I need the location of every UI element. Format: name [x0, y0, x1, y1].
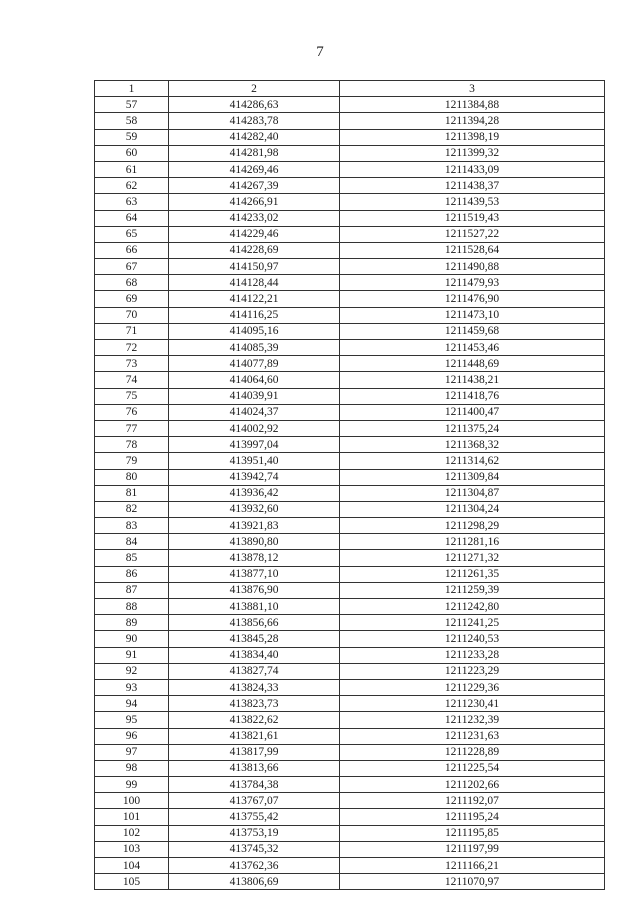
column-header-2: 2	[169, 81, 340, 97]
x-coordinate-cell: 413951,40	[169, 453, 340, 469]
table-row	[95, 469, 605, 485]
point-number-cell: 79	[95, 453, 169, 469]
table-row	[95, 534, 605, 550]
x-coordinate-cell: 414282,40	[169, 129, 340, 145]
y-coordinate-cell: 1211233,28	[340, 647, 605, 663]
y-coordinate-cell: 1211527,22	[340, 226, 605, 242]
table-row	[95, 841, 605, 857]
point-number-cell: 72	[95, 340, 169, 356]
point-number-cell: 93	[95, 679, 169, 695]
y-coordinate-cell: 1211241,25	[340, 615, 605, 631]
y-coordinate-cell: 1211261,35	[340, 566, 605, 582]
y-coordinate-cell: 1211479,93	[340, 275, 605, 291]
x-coordinate-cell: 413890,80	[169, 534, 340, 550]
x-coordinate-cell: 414077,89	[169, 356, 340, 372]
x-coordinate-cell: 413762,36	[169, 858, 340, 874]
y-coordinate-cell: 1211439,53	[340, 194, 605, 210]
point-number-cell: 76	[95, 404, 169, 420]
table-row	[95, 178, 605, 194]
table-body	[95, 97, 605, 890]
point-number-cell: 99	[95, 777, 169, 793]
y-coordinate-cell: 1211394,28	[340, 113, 605, 129]
point-number-cell: 59	[95, 129, 169, 145]
x-coordinate-cell: 413932,60	[169, 501, 340, 517]
x-coordinate-cell: 413824,33	[169, 679, 340, 695]
point-number-cell: 58	[95, 113, 169, 129]
y-coordinate-cell: 1211476,90	[340, 291, 605, 307]
table-row	[95, 356, 605, 372]
point-number-cell: 67	[95, 259, 169, 275]
y-coordinate-cell: 1211528,64	[340, 242, 605, 258]
point-number-cell: 88	[95, 599, 169, 615]
x-coordinate-cell: 414002,92	[169, 420, 340, 436]
x-coordinate-cell: 414128,44	[169, 275, 340, 291]
x-coordinate-cell: 413997,04	[169, 437, 340, 453]
y-coordinate-cell: 1211304,24	[340, 501, 605, 517]
table-row	[95, 631, 605, 647]
point-number-cell: 77	[95, 420, 169, 436]
x-coordinate-cell: 413834,40	[169, 647, 340, 663]
x-coordinate-cell: 414281,98	[169, 145, 340, 161]
y-coordinate-cell: 1211384,88	[340, 97, 605, 113]
point-number-cell: 89	[95, 615, 169, 631]
x-coordinate-cell: 414150,97	[169, 259, 340, 275]
table-row	[95, 744, 605, 760]
x-coordinate-cell: 413823,73	[169, 696, 340, 712]
x-coordinate-cell: 413817,99	[169, 744, 340, 760]
table-row	[95, 275, 605, 291]
x-coordinate-cell: 414229,46	[169, 226, 340, 242]
x-coordinate-cell: 414233,02	[169, 210, 340, 226]
x-coordinate-cell: 413806,69	[169, 874, 340, 890]
point-number-cell: 95	[95, 712, 169, 728]
table-row	[95, 307, 605, 323]
table-row	[95, 210, 605, 226]
table-row	[95, 663, 605, 679]
y-coordinate-cell: 1211240,53	[340, 631, 605, 647]
table-row	[95, 518, 605, 534]
point-number-cell: 101	[95, 809, 169, 825]
point-number-cell: 81	[95, 485, 169, 501]
table-row	[95, 858, 605, 874]
x-coordinate-cell: 413821,61	[169, 728, 340, 744]
point-number-cell: 96	[95, 728, 169, 744]
y-coordinate-cell: 1211448,69	[340, 356, 605, 372]
x-coordinate-cell: 413921,83	[169, 518, 340, 534]
point-number-cell: 65	[95, 226, 169, 242]
table-row	[95, 728, 605, 744]
point-number-cell: 82	[95, 501, 169, 517]
table-row	[95, 372, 605, 388]
column-header-1: 1	[95, 81, 169, 97]
x-coordinate-cell: 414085,39	[169, 340, 340, 356]
x-coordinate-cell: 413845,28	[169, 631, 340, 647]
x-coordinate-cell: 413876,90	[169, 582, 340, 598]
table-row	[95, 566, 605, 582]
y-coordinate-cell: 1211314,62	[340, 453, 605, 469]
table-row	[95, 259, 605, 275]
table-row	[95, 647, 605, 663]
point-number-cell: 75	[95, 388, 169, 404]
table-row	[95, 437, 605, 453]
table-row	[95, 712, 605, 728]
x-coordinate-cell: 413813,66	[169, 760, 340, 776]
y-coordinate-cell: 1211519,43	[340, 210, 605, 226]
table-row	[95, 696, 605, 712]
y-coordinate-cell: 1211309,84	[340, 469, 605, 485]
point-number-cell: 91	[95, 647, 169, 663]
y-coordinate-cell: 1211399,32	[340, 145, 605, 161]
y-coordinate-cell: 1211438,21	[340, 372, 605, 388]
y-coordinate-cell: 1211230,41	[340, 696, 605, 712]
y-coordinate-cell: 1211197,99	[340, 841, 605, 857]
y-coordinate-cell: 1211433,09	[340, 161, 605, 177]
x-coordinate-cell: 413856,66	[169, 615, 340, 631]
x-coordinate-cell: 413881,10	[169, 599, 340, 615]
point-number-cell: 66	[95, 242, 169, 258]
table-row	[95, 113, 605, 129]
point-number-cell: 68	[95, 275, 169, 291]
x-coordinate-cell: 414122,21	[169, 291, 340, 307]
point-number-cell: 69	[95, 291, 169, 307]
y-coordinate-cell: 1211490,88	[340, 259, 605, 275]
point-number-cell: 98	[95, 760, 169, 776]
y-coordinate-cell: 1211232,39	[340, 712, 605, 728]
table-row	[95, 809, 605, 825]
table-row	[95, 145, 605, 161]
x-coordinate-cell: 414116,25	[169, 307, 340, 323]
table-row	[95, 226, 605, 242]
point-number-cell: 61	[95, 161, 169, 177]
y-coordinate-cell: 1211398,19	[340, 129, 605, 145]
y-coordinate-cell: 1211368,32	[340, 437, 605, 453]
point-number-cell: 103	[95, 841, 169, 857]
point-number-cell: 85	[95, 550, 169, 566]
point-number-cell: 94	[95, 696, 169, 712]
y-coordinate-cell: 1211281,16	[340, 534, 605, 550]
y-coordinate-cell: 1211271,32	[340, 550, 605, 566]
table-row	[95, 161, 605, 177]
y-coordinate-cell: 1211195,24	[340, 809, 605, 825]
x-coordinate-cell: 414228,69	[169, 242, 340, 258]
y-coordinate-cell: 1211229,36	[340, 679, 605, 695]
table-row	[95, 793, 605, 809]
y-coordinate-cell: 1211459,68	[340, 323, 605, 339]
point-number-cell: 60	[95, 145, 169, 161]
point-number-cell: 80	[95, 469, 169, 485]
x-coordinate-cell: 414039,91	[169, 388, 340, 404]
table-row	[95, 615, 605, 631]
point-number-cell: 63	[95, 194, 169, 210]
x-coordinate-cell: 413784,38	[169, 777, 340, 793]
table-row	[95, 777, 605, 793]
y-coordinate-cell: 1211453,46	[340, 340, 605, 356]
x-coordinate-cell: 414024,37	[169, 404, 340, 420]
x-coordinate-cell: 414095,16	[169, 323, 340, 339]
y-coordinate-cell: 1211202,66	[340, 777, 605, 793]
x-coordinate-cell: 413767,07	[169, 793, 340, 809]
point-number-cell: 57	[95, 97, 169, 113]
table-row	[95, 194, 605, 210]
table-row	[95, 323, 605, 339]
y-coordinate-cell: 1211375,24	[340, 420, 605, 436]
point-number-cell: 90	[95, 631, 169, 647]
table-row	[95, 129, 605, 145]
table-row	[95, 291, 605, 307]
column-header-3: 3	[340, 81, 605, 97]
x-coordinate-cell: 413942,74	[169, 469, 340, 485]
y-coordinate-cell: 1211418,76	[340, 388, 605, 404]
y-coordinate-cell: 1211166,21	[340, 858, 605, 874]
table-row	[95, 453, 605, 469]
table-row	[95, 340, 605, 356]
table-row	[95, 404, 605, 420]
point-number-cell: 100	[95, 793, 169, 809]
y-coordinate-cell: 1211473,10	[340, 307, 605, 323]
point-number-cell: 84	[95, 534, 169, 550]
point-number-cell: 74	[95, 372, 169, 388]
table-row	[95, 874, 605, 890]
point-number-cell: 87	[95, 582, 169, 598]
y-coordinate-cell: 1211231,63	[340, 728, 605, 744]
table-row	[95, 550, 605, 566]
x-coordinate-cell: 413753,19	[169, 825, 340, 841]
x-coordinate-cell: 414267,39	[169, 178, 340, 194]
table-row	[95, 388, 605, 404]
coordinates-table	[94, 80, 605, 890]
point-number-cell: 83	[95, 518, 169, 534]
x-coordinate-cell: 414283,78	[169, 113, 340, 129]
y-coordinate-cell: 1211304,87	[340, 485, 605, 501]
point-number-cell: 70	[95, 307, 169, 323]
y-coordinate-cell: 1211242,80	[340, 599, 605, 615]
point-number-cell: 86	[95, 566, 169, 582]
y-coordinate-cell: 1211400,47	[340, 404, 605, 420]
x-coordinate-cell: 414266,91	[169, 194, 340, 210]
point-number-cell: 73	[95, 356, 169, 372]
x-coordinate-cell: 414064,60	[169, 372, 340, 388]
point-number-cell: 71	[95, 323, 169, 339]
x-coordinate-cell: 413936,42	[169, 485, 340, 501]
x-coordinate-cell: 413745,32	[169, 841, 340, 857]
y-coordinate-cell: 1211070,97	[340, 874, 605, 890]
table-row	[95, 485, 605, 501]
page-number: 7	[316, 44, 324, 60]
point-number-cell: 64	[95, 210, 169, 226]
table-row	[95, 582, 605, 598]
table-row	[95, 242, 605, 258]
point-number-cell: 62	[95, 178, 169, 194]
x-coordinate-cell: 414269,46	[169, 161, 340, 177]
x-coordinate-cell: 414286,63	[169, 97, 340, 113]
y-coordinate-cell: 1211195,85	[340, 825, 605, 841]
x-coordinate-cell: 413827,74	[169, 663, 340, 679]
x-coordinate-cell: 413877,10	[169, 566, 340, 582]
table-row	[95, 760, 605, 776]
table-row	[95, 599, 605, 615]
table-header-row	[95, 81, 605, 97]
y-coordinate-cell: 1211192,07	[340, 793, 605, 809]
y-coordinate-cell: 1211228,89	[340, 744, 605, 760]
table-row	[95, 679, 605, 695]
point-number-cell: 102	[95, 825, 169, 841]
y-coordinate-cell: 1211259,39	[340, 582, 605, 598]
point-number-cell: 92	[95, 663, 169, 679]
x-coordinate-cell: 413878,12	[169, 550, 340, 566]
y-coordinate-cell: 1211225,54	[340, 760, 605, 776]
table-row	[95, 97, 605, 113]
y-coordinate-cell: 1211298,29	[340, 518, 605, 534]
point-number-cell: 97	[95, 744, 169, 760]
x-coordinate-cell: 413822,62	[169, 712, 340, 728]
table-row	[95, 825, 605, 841]
x-coordinate-cell: 413755,42	[169, 809, 340, 825]
y-coordinate-cell: 1211438,37	[340, 178, 605, 194]
point-number-cell: 78	[95, 437, 169, 453]
table-row	[95, 420, 605, 436]
point-number-cell: 104	[95, 858, 169, 874]
y-coordinate-cell: 1211223,29	[340, 663, 605, 679]
table-row	[95, 501, 605, 517]
point-number-cell: 105	[95, 874, 169, 890]
